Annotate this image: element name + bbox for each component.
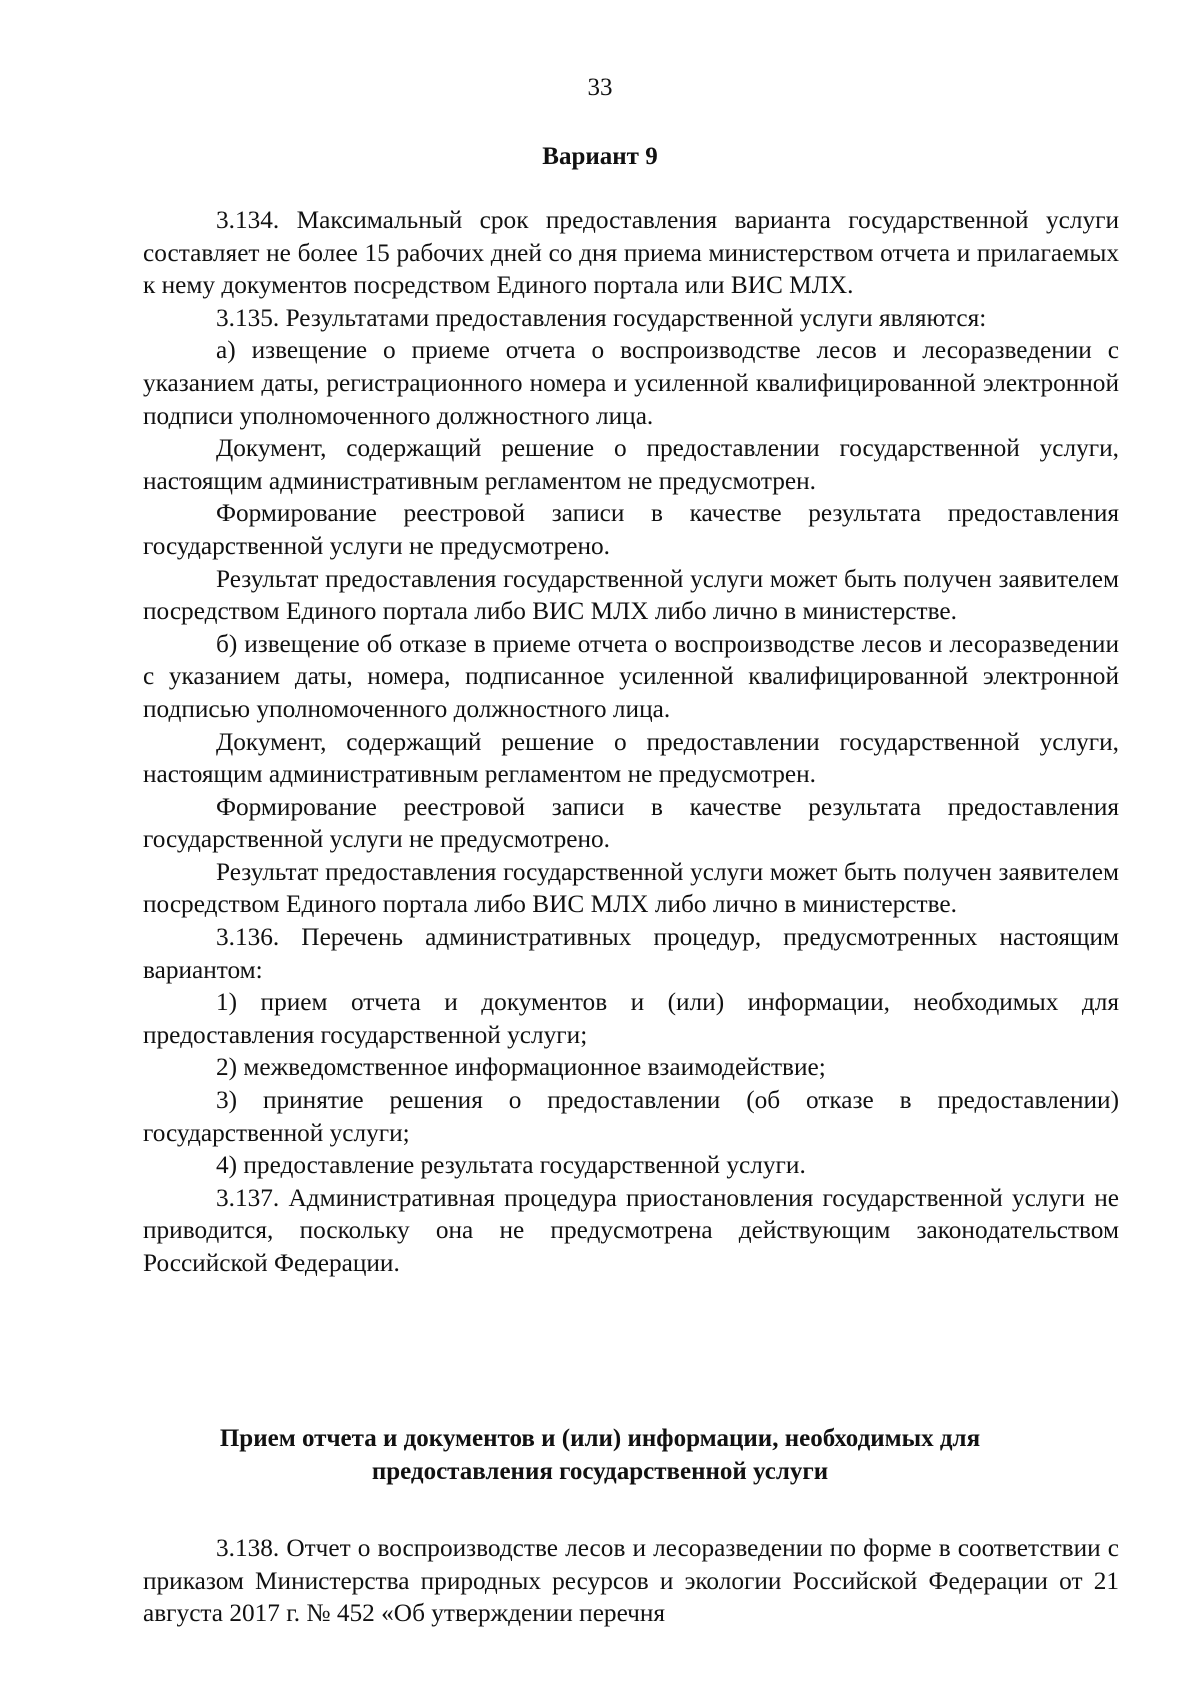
variant-heading: Вариант 9 — [542, 143, 658, 170]
paragraph-a-result-receipt: Результат предоставления государственной услуги может быть получен заявителем посредством Единого портала либо ВИС МЛХ либо лично в министерстве. — [143, 564, 1119, 626]
paragraph-b-registry: Формирование реестровой записи в качестве результата предоставления государственной услуги не предусмотрено. — [143, 792, 1119, 854]
paragraph-a-document: Документ, содержащий решение о предоставлении государственной услуги, настоящим административным регламентом не предусмотрен. — [143, 434, 1119, 495]
paragraph-result-a: а) извещение о приеме отчета о воспроизводстве лесов и лесоразведении с указанием даты, регистрационного номера и усиленной квалифицированной электронной подписи уполномоченного должностного лица. — [143, 336, 1119, 430]
procedure-item-4: 4) предоставление результата государственной услуги. — [216, 1151, 806, 1180]
paragraph-result-b: б) извещение об отказе в приеме отчета о воспроизводстве лесов и лесоразведении с указанием даты, номера, подписанное усиленной квалифицированной электронной подписью уполномоченного должностного лица. — [143, 629, 1119, 723]
procedure-item-3: 3) принятие решения о предоставлении (об отказе в предоставлении) государственной услуги; — [143, 1086, 1119, 1147]
paragraph-3-135: 3.135. Результатами предоставления государственной услуги являются: — [216, 303, 987, 332]
procedure-item-2: 2) межведомственное информационное взаимодействие; — [216, 1053, 826, 1082]
section-heading-line-1: Прием отчета и документов и (или) информации, необходимых для — [219, 1425, 981, 1452]
paragraph-3-138: 3.138. Отчет о воспроизводстве лесов и лесоразведении по форме в соответствии с приказом Министерства природных ресурсов и экологии Российской Федерации от 21 августа 2017 г. № 452 «Об утверждении перечня — [143, 1534, 1119, 1628]
paragraph-a-registry: Формирование реестровой записи в качестве результата предоставления государственной услуги не предусмотрено. — [143, 499, 1119, 560]
body-text-section-2 — [143, 1532, 1119, 1630]
paragraph-3-134: 3.134. Максимальный срок предоставления варианта государственной услуги составляет не более 15 рабочих дней со дня приема министерством отчета и прилагаемых к нему документов посредством Единого портала или ВИС МЛХ. — [143, 206, 1119, 300]
paragraph-b-result-receipt: Результат предоставления государственной услуги может быть получен заявителем посредством Единого портала либо ВИС МЛХ либо лично в министерстве. — [143, 857, 1119, 919]
section-heading-line-2: предоставления государственной услуги — [371, 1458, 829, 1485]
section-heading — [0, 1422, 1200, 1488]
paragraph-b-document: Документ, содержащий решение о предоставлении государственной услуги, настоящим административным регламентом не предусмотрен. — [143, 727, 1119, 789]
body-text-section-1 — [143, 204, 1119, 1280]
page-number: 33 — [587, 74, 613, 101]
paragraph-3-137: 3.137. Административная процедура приостановления государственной услуги не приводится, поскольку она не предусмотрена действующим законодательством Российской Федерации. — [143, 1183, 1119, 1277]
procedure-item-1: 1) прием отчета и документов и (или) информации, необходимых для предоставления государственной услуги; — [143, 988, 1119, 1049]
paragraph-3-136: 3.136. Перечень административных процедур, предусмотренных настоящим вариантом: — [143, 923, 1119, 984]
